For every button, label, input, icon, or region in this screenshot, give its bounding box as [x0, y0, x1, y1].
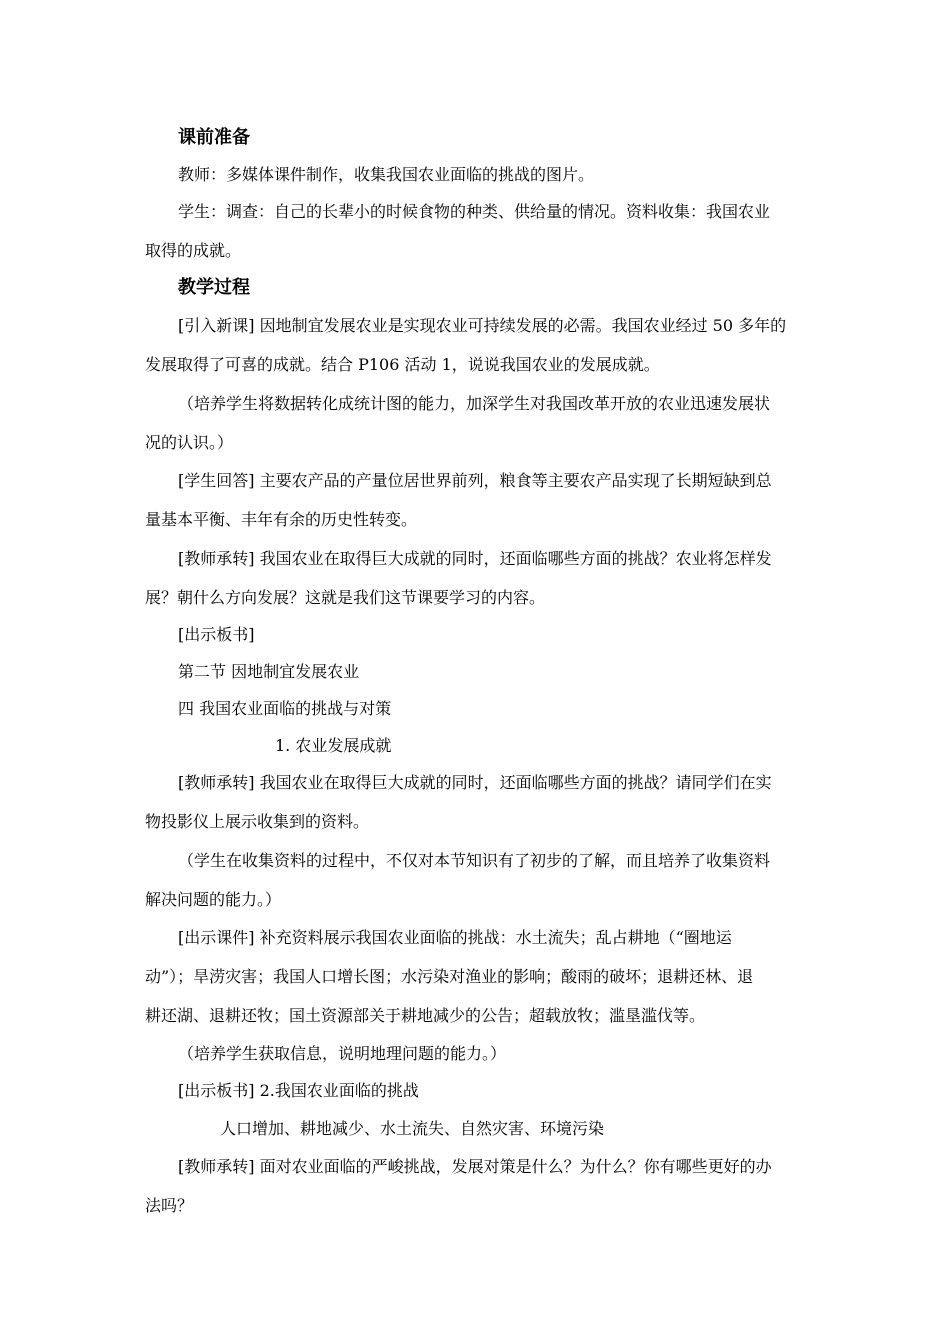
board-label: [出示板书]: [178, 625, 255, 644]
part-title: 四 我国农业面临的挑战与对策: [178, 699, 392, 718]
note-paragraph-1-line2: 况的认识。）: [145, 433, 234, 452]
intro-paragraph-line2: 发展取得了可喜的成就。结合 P106 活动 1，说说我国农业的发展成就。: [145, 355, 660, 374]
student-answer-line2: 量基本平衡、丰年有余的历史性转变。: [145, 510, 418, 529]
intro-paragraph-line1: [引入新课] 因地制宜发展农业是实现农业可持续发展的必需。我国农业经过 50 多年的: [178, 316, 787, 335]
heading-teaching-process: 教学过程: [178, 277, 250, 298]
teacher-transition-1-line2: 展？朝什么方向发展？这就是我们这节课要学习的内容。: [145, 588, 546, 607]
teacher-prep-text: 教师：多媒体课件制作，收集我国农业面临的挑战的图片。: [178, 165, 595, 184]
note-paragraph-2-line1: （学生在收集资料的过程中，不仅对本节知识有了初步的了解，而且培养了收集资料: [178, 851, 771, 870]
challenges-list: 人口增加、耕地减少、水土流失、自然灾害、环境污染: [220, 1119, 605, 1138]
note-paragraph-3: （培养学生获取信息，说明地理问题的能力。）: [178, 1044, 507, 1063]
board-item-2: [出示板书] 2.我国农业面临的挑战: [178, 1081, 419, 1100]
teacher-transition-1-line1: [教师承转] 我国农业在取得巨大成就的同时，还面临哪些方面的挑战？农业将怎样发: [178, 549, 772, 568]
student-answer-line1: [学生回答] 主要农产品的产量位居世界前列，粮食等主要农产品实现了长期短缺到总: [178, 471, 772, 490]
section-title: 第二节 因地制宜发展农业: [178, 662, 360, 681]
teacher-transition-3-line1: [教师承转] 面对农业面临的严峻挑战，发展对策是什么？为什么？你有哪些更好的办: [178, 1157, 772, 1176]
teacher-transition-3-line2: 法吗？: [145, 1196, 194, 1215]
note-paragraph-2-line2: 解决问题的能力。）: [145, 890, 282, 909]
courseware-line3: 耕还湖、退耕还牧；国土资源部关于耕地减少的公告；超载放牧；滥垦滥伐等。: [145, 1006, 706, 1025]
teacher-transition-2-line1: [教师承转] 我国农业在取得巨大成就的同时，还面临哪些方面的挑战？请同学们在实: [178, 773, 772, 792]
courseware-line1: [出示课件] 补充资料展示我国农业面临的挑战：水土流失；乱占耕地（“圈地运: [178, 928, 732, 947]
student-prep-text-line1: 学生：调查：自己的长辈小的时候食物的种类、供给量的情况。资料收集：我国农业: [178, 202, 771, 221]
courseware-line2: 动”）；旱涝灾害；我国人口增长图；水污染对渔业的影响；酸雨的破坏；退耕还林、退: [145, 967, 754, 986]
student-prep-text-line2: 取得的成就。: [145, 241, 242, 260]
heading-lesson-prep: 课前准备: [178, 127, 250, 148]
teacher-transition-2-line2: 物投影仪上展示收集到的资料。: [145, 812, 370, 831]
note-paragraph-1-line1: （培养学生将数据转化成统计图的能力，加深学生对我国改革开放的农业迅速发展状: [178, 394, 771, 413]
board-item-1: 1. 农业发展成就: [275, 736, 392, 755]
